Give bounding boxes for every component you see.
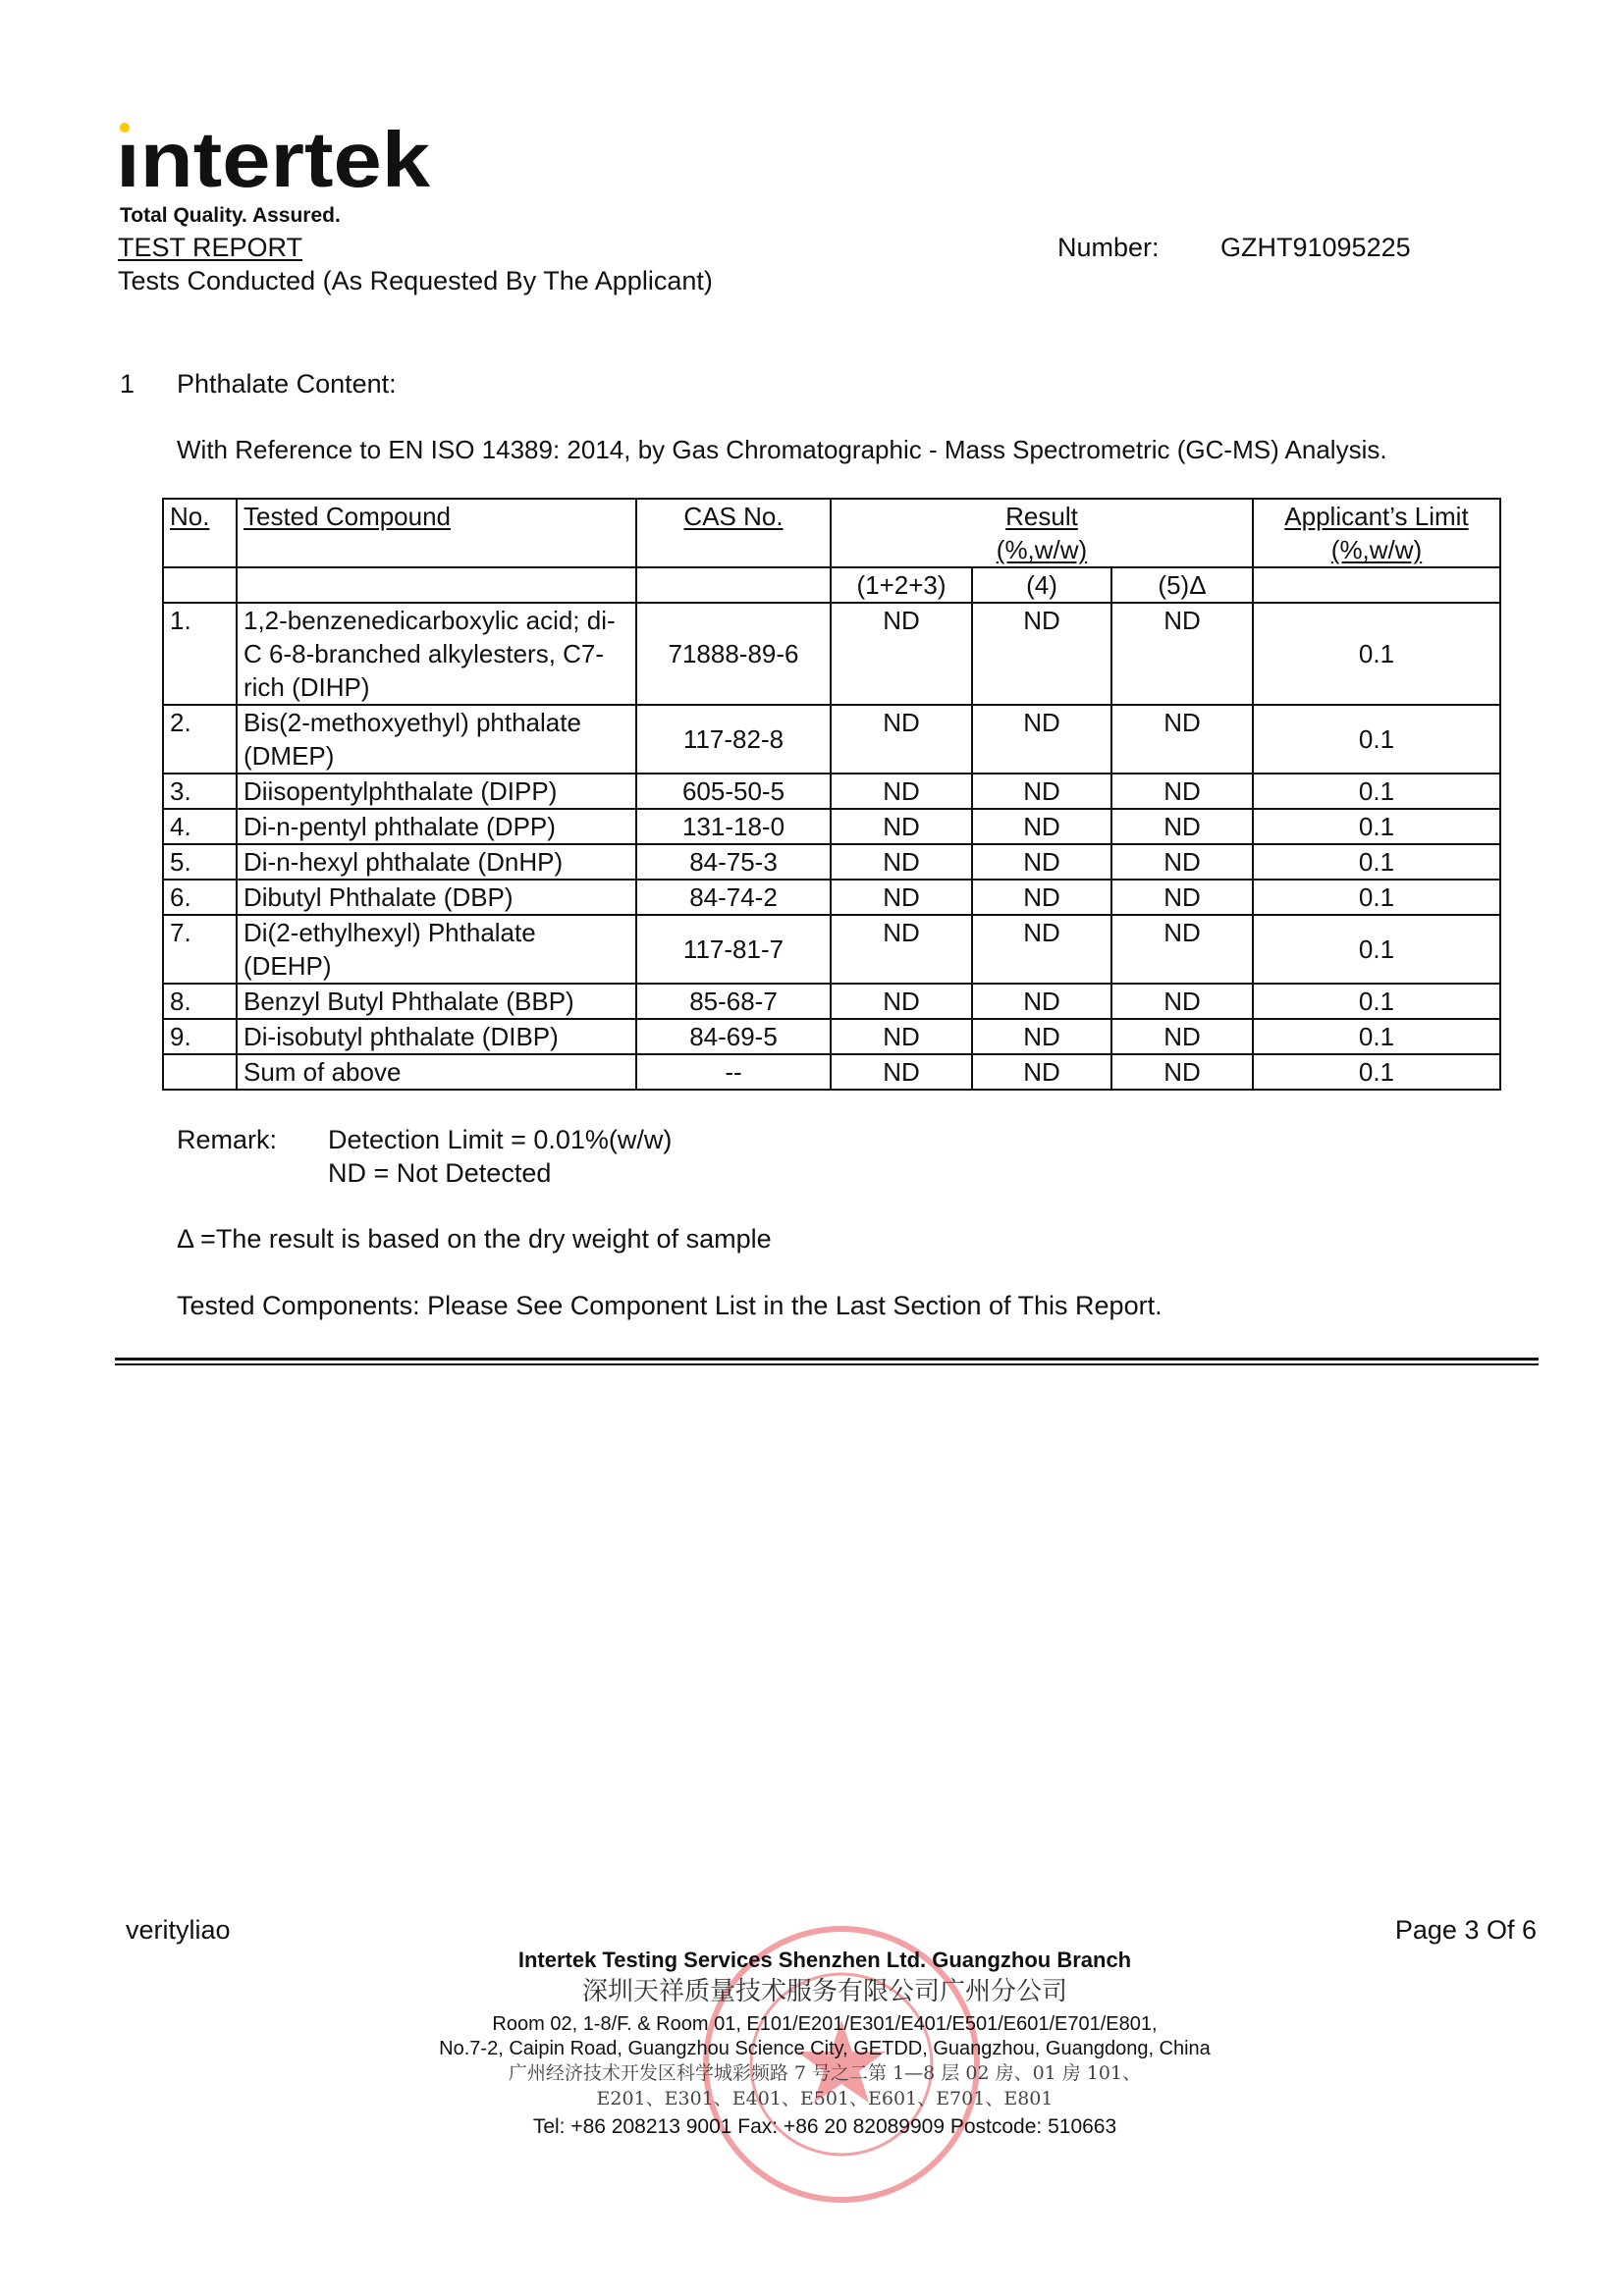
footer-company: Intertek Testing Services Shenzhen Ltd. Guangzhou Branch [517, 1948, 1132, 1972]
row-number: 4. [163, 809, 237, 844]
row-number: 6. [163, 880, 237, 915]
subheader-sample-3: (5)Δ [1111, 567, 1253, 603]
result-sample-1: ND [831, 774, 972, 809]
logo-tagline: Total Quality. Assured. [120, 204, 341, 227]
row-number: 1. [163, 603, 237, 705]
row-number: 5. [163, 844, 237, 880]
phthalate-table [162, 498, 1501, 1091]
row-number: 3. [163, 774, 237, 809]
result-sample-1: ND [831, 705, 972, 774]
footer-address-cn-2: E201、E301、E401、E501、E601、E701、E801 [596, 2088, 1054, 2109]
result-sample-1: ND [831, 880, 972, 915]
compound-name: Dibutyl Phthalate (DBP) [237, 880, 636, 915]
nd-definition: ND = Not Detected [328, 1158, 552, 1188]
result-sample-3: ND [1111, 603, 1253, 705]
result-sample-2: ND [972, 1019, 1111, 1054]
header-no: No. [163, 499, 237, 567]
table-row [163, 844, 1500, 880]
result-sample-1: ND [831, 984, 972, 1019]
compound-name: Di-n-hexyl phthalate (DnHP) [237, 844, 636, 880]
result-sample-3: ND [1111, 774, 1253, 809]
signer-name: verityliao [126, 1915, 231, 1945]
cas-number: 117-81-7 [636, 915, 831, 984]
applicant-limit: 0.1 [1253, 809, 1500, 844]
result-sample-3: ND [1111, 915, 1253, 984]
cas-number: 85-68-7 [636, 984, 831, 1019]
reference-text: With Reference to EN ISO 14389: 2014, by Gas Chromatographic - Mass Spectrometric (GC-MS) Analysis. [177, 435, 1387, 464]
section-divider [115, 1358, 1539, 1365]
applicant-limit: 0.1 [1253, 705, 1500, 774]
table-row [163, 1054, 1500, 1090]
cas-number: 84-75-3 [636, 844, 831, 880]
row-number: 7. [163, 915, 237, 984]
cas-number: -- [636, 1054, 831, 1090]
footer-company-cn: 深圳天祥质量技术服务有限公司广州分公司 [581, 1977, 1067, 2006]
result-sample-2: ND [972, 984, 1111, 1019]
intertek-logo [116, 120, 440, 205]
page-number: Page 3 Of 6 [1394, 1915, 1537, 1945]
report-title: TEST REPORT [118, 233, 303, 262]
applicant-limit: 0.1 [1253, 1054, 1500, 1090]
table-row [163, 705, 1500, 774]
result-sample-2: ND [972, 880, 1111, 915]
footer-address-cn-1: 广州经济技术开发区科学城彩频路 7 号之二第 1—8 层 02 房、01 房 101、 [508, 2062, 1142, 2084]
table-row [163, 774, 1500, 809]
result-sample-3: ND [1111, 705, 1253, 774]
result-sample-2: ND [972, 705, 1111, 774]
compound-name: 1,2-benzenedicarboxylic acid; di-C 6-8-branched alkylesters, C7-rich (DIHP) [237, 603, 636, 705]
header-cas: CAS No. [636, 499, 831, 567]
result-sample-3: ND [1111, 844, 1253, 880]
footer-address-2: No.7-2, Caipin Road, Guangzhou Science City, GETDD, Guangzhou, Guangdong, China [439, 2038, 1211, 2059]
detection-limit: Detection Limit = 0.01%(w/w) [328, 1125, 673, 1154]
section-title: Phthalate Content: [177, 369, 397, 399]
compound-name: Bis(2-methoxyethyl) phthalate (DMEP) [237, 705, 636, 774]
footer-contact: Tel: +86 208213 9001 Fax: +86 20 82089909 Postcode: 510663 [532, 2115, 1117, 2138]
result-sample-2: ND [972, 915, 1111, 984]
cas-number: 84-69-5 [636, 1019, 831, 1054]
cas-number: 131-18-0 [636, 809, 831, 844]
compound-name: Di-n-pentyl phthalate (DPP) [237, 809, 636, 844]
result-sample-1: ND [831, 1054, 972, 1090]
result-sample-1: ND [831, 1019, 972, 1054]
table-row [163, 603, 1500, 705]
section-index: 1 [120, 369, 135, 399]
row-number [163, 1054, 237, 1090]
applicant-limit: 0.1 [1253, 880, 1500, 915]
result-sample-1: ND [831, 915, 972, 984]
result-sample-3: ND [1111, 880, 1253, 915]
compound-name: Di-isobutyl phthalate (DIBP) [237, 1019, 636, 1054]
report-subtitle: Tests Conducted (As Requested By The Applicant) [118, 266, 713, 295]
header-result: Result (%,w/w) [831, 499, 1253, 567]
header-limit: Applicant’s Limit (%,w/w) [1253, 499, 1500, 567]
results-section [0, 498, 1623, 1365]
compound-name: Diisopentylphthalate (DIPP) [237, 774, 636, 809]
cas-number: 605-50-5 [636, 774, 831, 809]
result-sample-2: ND [972, 1054, 1111, 1090]
table-row [163, 915, 1500, 984]
remark-label: Remark: [177, 1125, 278, 1154]
result-sample-1: ND [831, 844, 972, 880]
table-row [163, 809, 1500, 844]
applicant-limit: 0.1 [1253, 984, 1500, 1019]
delta-note: Δ =The result is based on the dry weight of sample [177, 1224, 772, 1254]
result-sample-3: ND [1111, 1054, 1253, 1090]
svg-text:ıntertek: ıntertek [116, 120, 431, 198]
cas-number: 71888-89-6 [636, 603, 831, 705]
result-sample-3: ND [1111, 984, 1253, 1019]
compound-name: Di(2-ethylhexyl) Phthalate (DEHP) [237, 915, 636, 984]
header-compound: Tested Compound [237, 499, 636, 567]
result-sample-3: ND [1111, 809, 1253, 844]
subheader-sample-2: (4) [972, 567, 1111, 603]
row-number: 8. [163, 984, 237, 1019]
applicant-limit: 0.1 [1253, 915, 1500, 984]
applicant-limit: 0.1 [1253, 774, 1500, 809]
row-number: 2. [163, 705, 237, 774]
result-sample-2: ND [972, 774, 1111, 809]
cas-number: 117-82-8 [636, 705, 831, 774]
result-sample-1: ND [831, 603, 972, 705]
report-number: GZHT91095225 [1220, 233, 1411, 262]
subheader-sample-1: (1+2+3) [831, 567, 972, 603]
result-sample-3: ND [1111, 1019, 1253, 1054]
number-label: Number: [1057, 233, 1160, 262]
table-row [163, 984, 1500, 1019]
result-sample-2: ND [972, 844, 1111, 880]
result-sample-2: ND [972, 603, 1111, 705]
row-number: 9. [163, 1019, 237, 1054]
compound-name: Sum of above [237, 1054, 636, 1090]
compound-name: Benzyl Butyl Phthalate (BBP) [237, 984, 636, 1019]
footer-address-1: Room 02, 1-8/F. & Room 01, E101/E201/E301/E401/E501/E601/E701/E801, [492, 2013, 1158, 2035]
cas-number: 84-74-2 [636, 880, 831, 915]
table-row [163, 1019, 1500, 1054]
components-note: Tested Components: Please See Component List in the Last Section of This Report. [177, 1291, 1163, 1320]
result-sample-2: ND [972, 809, 1111, 844]
result-sample-1: ND [831, 809, 972, 844]
applicant-limit: 0.1 [1253, 1019, 1500, 1054]
applicant-limit: 0.1 [1253, 844, 1500, 880]
applicant-limit: 0.1 [1253, 603, 1500, 705]
table-row [163, 880, 1500, 915]
